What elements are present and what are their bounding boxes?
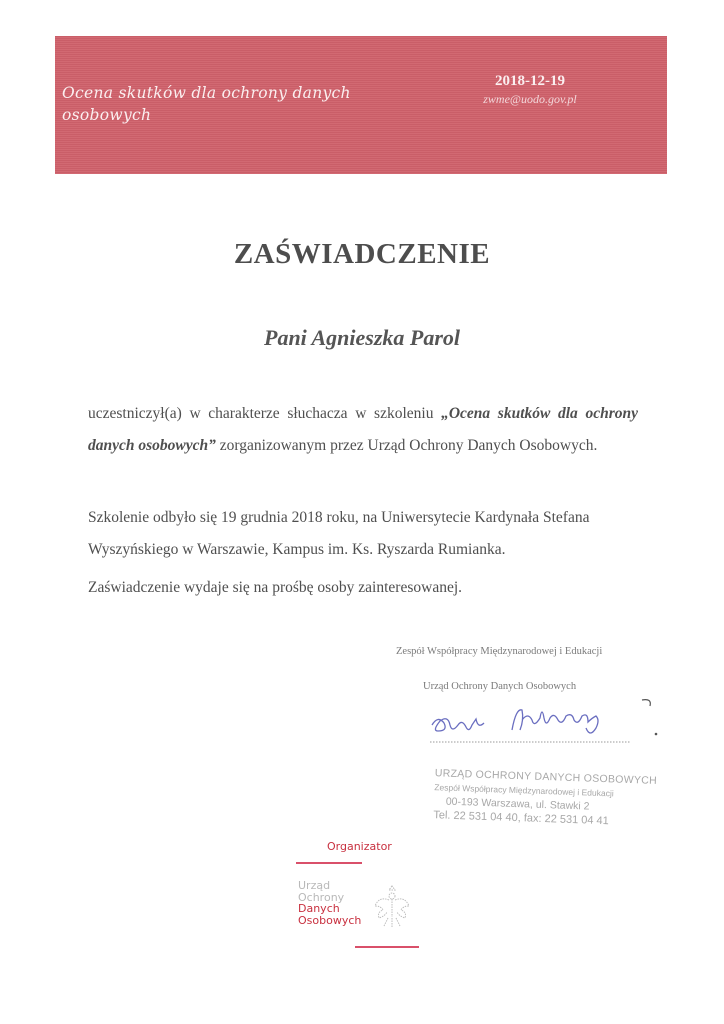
recipient-name: Pani Agnieszka Parol [264, 325, 460, 350]
office-name: Urząd Ochrony Danych Osobowych [423, 681, 577, 692]
uodo-logo [298, 880, 361, 926]
office-stamp [433, 766, 658, 830]
divider [355, 946, 419, 948]
banner-email: zwme@uodo.gov.pl [483, 92, 577, 106]
stamp-line: 00-193 Warszawa, ul. Stawki 2 [445, 795, 590, 813]
banner-title: Ocena skutków dla ochrony danych osobowych [62, 84, 351, 124]
paragraph-text: uczestniczył(a) w charakterze słuchacza w szkoleniu [88, 405, 442, 422]
team-name: Zespół Współpracy Międzynarodowej i Edukacji [396, 646, 603, 657]
handwritten-signature [420, 690, 690, 750]
logo-line: Urząd [298, 879, 331, 892]
stamp-line: Tel. 22 531 04 40, fax: 22 531 04 41 [433, 809, 609, 828]
training-name: „Ocena skutków dla ochrony danych osobowych” [88, 405, 638, 454]
logo-line: Danych [298, 902, 340, 915]
document-title: ZAŚWIADCZENIE [233, 238, 491, 270]
stamp-line: Zespół Współpracy Międzynarodowej i Edukacji [434, 782, 614, 799]
banner-date: 2018-12-19 [495, 73, 565, 89]
paragraph-request: Zaświadczenie wydaje się na prośbę osoby zainteresowanej. [88, 579, 463, 596]
paragraph-text: zorganizowanym przez Urząd Ochrony Danych Osobowych. [215, 437, 598, 454]
header-banner [55, 36, 667, 174]
organizer-label: Organizator [327, 840, 392, 853]
eagle-emblem-icon [372, 882, 412, 930]
stamp-line: URZĄD OCHRONY DANYCH OSOBOWYCH [434, 767, 658, 787]
paragraph-venue: Szkolenie odbyło się 19 grudnia 2018 roku, na Uniwersytecie Kardynała Stefana Wyszyńskiego w Warszawie, Kampus im. Ks. Ryszarda Rumianka. [88, 509, 590, 558]
logo-line: Ochrony [298, 890, 345, 904]
paragraph-participation [88, 398, 638, 462]
divider [296, 862, 362, 864]
logo-line: Osobowych [298, 913, 362, 927]
